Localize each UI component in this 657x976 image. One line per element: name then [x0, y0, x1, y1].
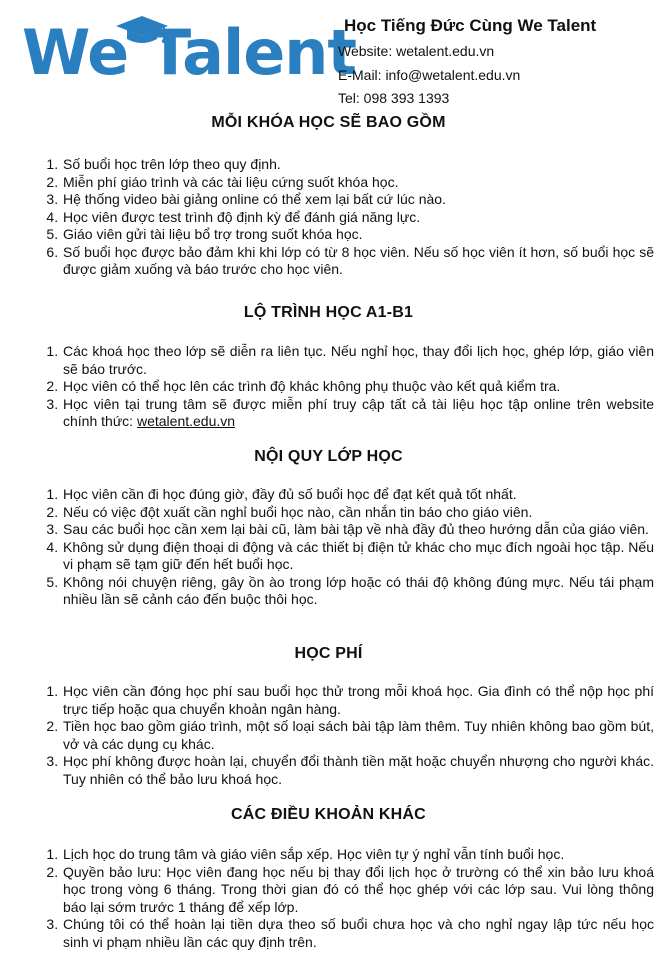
list-item-text: Học viên tại trung tâm sẽ được miễn phí truy cập tất cả tài liệu học tập online trên website chính thức: [63, 395, 654, 429]
section-title-tuition: HỌC PHÍ [294, 645, 363, 662]
website-line: Website: wetalent.edu.vn [338, 43, 495, 59]
list-item: 3. Học phí không được hoàn lại, chuyển đổi thành tiền mặt hoặc chuyển nhượng cho người khác. Tuy nhiên có thể bảo lưu khoá học. [62, 753, 654, 788]
list-item: 5. Không nói chuyện riêng, gây ồn ào trong lớp hoặc có thái độ không đúng mực. Nếu tái phạm nhiều lần sẽ cảnh cáo đến buộc thôi học. [62, 574, 654, 609]
list-item: 1. Học viên cần đóng học phí sau buổi học thử trong mỗi khoá học. Gia đình có thể nộp học phí trực tiếp hoặc qua chuyển khoản ngân hàng. [62, 683, 654, 718]
email-line: E-Mail: info@wetalent.edu.vn [338, 66, 521, 83]
list-item: 2. Học viên có thể học lên các trình độ khác không phụ thuộc vào kết quả kiểm tra. [62, 378, 654, 396]
document-header [0, 0, 657, 110]
other-terms-list [40, 846, 654, 951]
list-item: 2. Tiền học bao gồm giáo trình, một số loại sách bài tập làm thêm. Tuy nhiên không bao gồm bút, vở và các dụng cụ khác. [62, 718, 654, 753]
list-item: 5. Giáo viên gửi tài liệu bổ trợ trong suốt khóa học. [62, 226, 654, 244]
section-title-learning-path: LỘ TRÌNH HỌC A1-B1 [243, 304, 414, 321]
list-item [62, 396, 654, 431]
list-item: 1. Học viên cần đi học đúng giờ, đầy đủ số buổi học để đạt kết quả tốt nhất. [62, 486, 654, 504]
list-item: 1. Các khoá học theo lớp sẽ diễn ra liên tục. Nếu nghỉ học, thay đổi lịch học, ghép lớp, giáo viên sẽ báo trước. [62, 343, 654, 378]
list-item: 2. Quyền bảo lưu: Học viên đang học nếu bị thay đổi lịch học ở trường có thể xin bảo lưu khoá học trong vòng 6 tháng. Trong thời gian đó có thể học ghép với các lớp sau. Vui lòng thông báo lại sớm trước 1 tháng để xếp lớp. [62, 864, 654, 917]
website-link[interactable]: wetalent.edu.vn [136, 413, 236, 429]
course-includes-list [40, 156, 654, 279]
class-rules-list [40, 486, 654, 609]
list-item: 3. Sau các buổi học cần xem lại bài cũ, làm bài tập về nhà đầy đủ theo hướng dẫn của giáo viên. [62, 521, 654, 539]
list-item: 1. Lịch học do trung tâm và giáo viên sắp xếp. Học viên tự ý nghỉ vẫn tính buổi học. [62, 846, 654, 864]
list-item: 4. Không sử dụng điện thoại di động và các thiết bị điện tử khác cho mục đích ngoài học tập. Nếu vi phạm sẽ tạm giữ đến hết buổi học. [62, 539, 654, 574]
section-title-other-terms: CÁC ĐIỀU KHOẢN KHÁC [231, 806, 426, 823]
list-item: 2. Miễn phí giáo trình và các tài liệu cứng suốt khóa học. [62, 174, 654, 192]
list-item: 4. Học viên được test trình độ định kỳ để đánh giá năng lực. [62, 209, 654, 227]
brand-title: Học Tiếng Đức Cùng We Talent [344, 16, 597, 35]
tuition-list [40, 683, 654, 788]
list-item: 3. Hệ thống video bài giảng online có thể xem lại bất cứ lúc nào. [62, 191, 654, 209]
list-item: 3. Chúng tôi có thể hoàn lại tiền dựa theo số buổi chưa học và cho nghỉ ngay lập tức nếu học sinh vi phạm nhiều lần các quy định trên. [62, 916, 654, 951]
list-item: 2. Nếu có việc đột xuất cần nghỉ buổi học nào, cần nhắn tin báo cho giáo viên. [62, 504, 654, 522]
list-item: 1. Số buổi học trên lớp theo quy định. [62, 156, 654, 174]
contact-block [338, 16, 596, 111]
section-title-class-rules: NỘI QUY LỚP HỌC [254, 448, 403, 465]
phone-line: Tel: 098 393 1393 [338, 90, 450, 106]
we-talent-logo: We Talent [22, 16, 357, 89]
learning-path-list [40, 343, 654, 431]
list-item: 6. Số buổi học được bảo đảm khi khi lớp có từ 8 học viên. Nếu số học viên ít hơn, số buổi học sẽ được giảm xuống và báo trước cho học viên. [62, 244, 654, 279]
section-title-course-includes: MỖI KHÓA HỌC SẼ BAO GỒM [211, 114, 446, 131]
